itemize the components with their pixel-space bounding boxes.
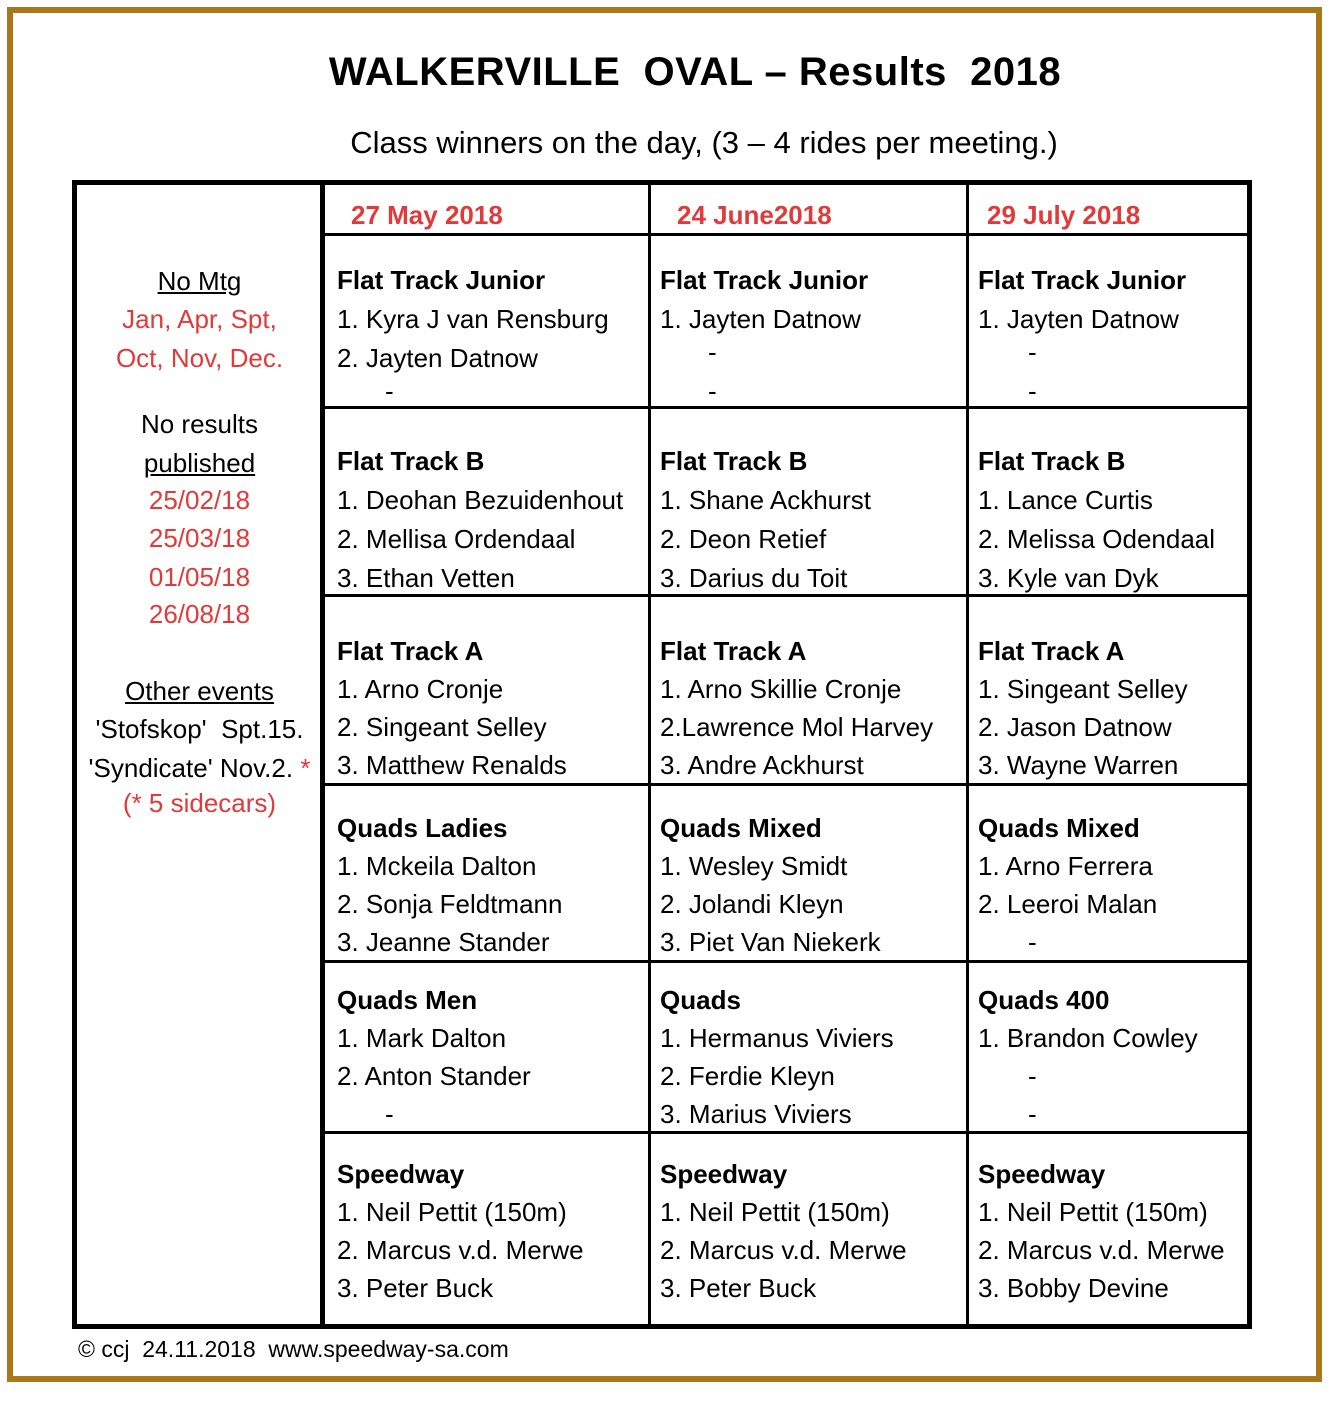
class-name: Quads Mixed	[978, 813, 1140, 843]
placement-result: 2. Jason Datnow	[978, 712, 1172, 742]
class-name: Flat Track Junior	[337, 265, 546, 295]
placement-result: 1. Neil Pettit (150m)	[978, 1197, 1208, 1227]
table-divider	[966, 183, 969, 1327]
no-meeting-label: No Mtg	[157, 266, 242, 296]
class-name: Speedway	[978, 1159, 1106, 1189]
placement-result: 2.Lawrence Mol Harvey	[660, 712, 934, 742]
meeting-date: 29 July 2018	[987, 200, 1141, 230]
class-name: Flat Track B	[660, 446, 808, 476]
placement-result: 1. Singeant Selley	[978, 674, 1188, 704]
placement-result: 1. Deohan Bezuidenhout	[337, 485, 624, 515]
placement-result: 2. Melissa Odendaal	[978, 524, 1216, 554]
placement-result: 2. Mellisa Ordendaal	[337, 524, 576, 554]
meeting-date: 27 May 2018	[351, 200, 503, 230]
row-divider	[325, 233, 1247, 236]
class-name: Speedway	[660, 1159, 788, 1189]
meeting-date: 24 June2018	[677, 200, 832, 230]
placement-result: 1. Neil Pettit (150m)	[660, 1197, 890, 1227]
class-result-cell	[337, 1159, 584, 1311]
other-events-label: Other events	[125, 676, 274, 706]
placement-result: 2. Sonja Feldtmann	[337, 889, 563, 919]
class-name: Flat Track Junior	[660, 265, 869, 295]
class-name: Flat Track A	[978, 636, 1125, 666]
placement-result: 3. Andre Ackhurst	[660, 750, 864, 780]
placement-result: 3. Jeanne Stander	[337, 927, 550, 957]
placement-result: 1. Arno Cronje	[337, 674, 504, 704]
placement-result: 1. Lance Curtis	[978, 485, 1153, 515]
placement-result: 3. Piet Van Niekerk	[660, 927, 881, 957]
class-result-cell	[660, 1159, 907, 1311]
no-meeting-months: Oct, Nov, Dec.	[115, 343, 284, 373]
placement-result: 2. Anton Stander	[337, 1061, 531, 1091]
placement-result: 1. Arno Ferrera	[978, 851, 1153, 881]
placement-result: 2. Leeroi Malan	[978, 889, 1158, 919]
placement-result: 1. Shane Ackhurst	[660, 485, 872, 515]
class-name: Flat Track B	[337, 446, 485, 476]
class-result-cell	[978, 446, 1215, 602]
sidecar-note: (* 5 sidecars)	[122, 788, 277, 818]
placement-result: 2. Marcus v.d. Merwe	[337, 1235, 584, 1265]
class-result-cell	[660, 636, 933, 788]
empty-placement: -	[1028, 376, 1037, 406]
class-result-cell	[660, 985, 894, 1137]
no-results-date: 01/05/18	[148, 562, 251, 592]
placement-result: 1. Wesley Smidt	[660, 851, 848, 881]
class-result-cell	[660, 265, 868, 412]
no-results-label: No results	[140, 409, 259, 439]
placement-result: 2. Deon Retief	[660, 524, 827, 554]
class-name: Speedway	[337, 1159, 465, 1189]
class-name: Quads 400	[978, 985, 1110, 1015]
class-result-cell	[660, 446, 871, 602]
placement-result: 2. Marcus v.d. Merwe	[660, 1235, 907, 1265]
placement-result: 1. Mckeila Dalton	[337, 851, 537, 881]
empty-placement: -	[708, 376, 717, 406]
empty-placement: -	[1028, 1099, 1037, 1129]
footer-credit: © ccj 24.11.2018 www.speedway-sa.com	[78, 1336, 509, 1362]
placement-result: 3. Matthew Renalds	[337, 750, 567, 780]
no-meeting-months: Jan, Apr, Spt,	[122, 304, 277, 334]
class-name: Flat Track A	[660, 636, 807, 666]
class-name: Quads Mixed	[660, 813, 822, 843]
placement-result: 3. Kyle van Dyk	[978, 563, 1159, 593]
placement-result: 1. Jayten Datnow	[660, 304, 861, 334]
placement-result: 1. Neil Pettit (150m)	[337, 1197, 567, 1227]
page-title: WALKERVILLE OVAL – Results 2018	[328, 50, 1062, 94]
class-name: Quads Men	[337, 985, 478, 1015]
empty-placement: -	[385, 376, 394, 406]
class-result-cell	[978, 265, 1186, 412]
placement-result: 1. Mark Dalton	[337, 1023, 507, 1053]
sidecar-marker: *	[300, 753, 311, 783]
class-result-cell	[978, 1159, 1225, 1311]
placement-result: 3. Darius du Toit	[660, 563, 848, 593]
placement-result: 2. Jolandi Kleyn	[660, 889, 844, 919]
no-results-date: 25/03/18	[148, 523, 251, 553]
class-name: Quads Ladies	[337, 813, 508, 843]
placement-result: 3. Ethan Vetten	[337, 563, 515, 593]
class-result-cell	[337, 985, 531, 1137]
empty-placement: -	[708, 337, 717, 367]
class-result-cell	[337, 446, 623, 602]
placement-result: 3. Wayne Warren	[978, 750, 1179, 780]
page-subtitle: Class winners on the day, (3 – 4 rides per meeting.)	[350, 125, 1058, 160]
class-result-cell	[978, 813, 1157, 965]
placement-result: 1. Hermanus Viviers	[660, 1023, 894, 1053]
placement-result: 3. Bobby Devine	[978, 1273, 1169, 1303]
placement-result: 3. Peter Buck	[337, 1273, 494, 1303]
placement-result: 2. Ferdie Kleyn	[660, 1061, 835, 1091]
placement-result: 2. Jayten Datnow	[337, 343, 538, 373]
placement-result: 3. Peter Buck	[660, 1273, 817, 1303]
empty-placement: -	[385, 1099, 394, 1129]
class-result-cell	[337, 813, 562, 965]
other-event	[72, 753, 327, 784]
class-result-cell	[978, 985, 1198, 1137]
class-result-cell	[337, 636, 567, 788]
placement-result: 1. Arno Skillie Cronje	[660, 674, 902, 704]
class-result-cell	[660, 813, 881, 965]
placement-result: 2. Singeant Selley	[337, 712, 547, 742]
placement-result: 2. Marcus v.d. Merwe	[978, 1235, 1225, 1265]
no-results-date: 25/02/18	[148, 485, 251, 515]
class-name: Quads	[660, 985, 741, 1015]
no-results-date: 26/08/18	[148, 599, 251, 629]
placement-result: 1. Kyra J van Rensburg	[337, 304, 609, 334]
empty-placement: -	[1028, 927, 1037, 957]
class-result-cell	[978, 636, 1188, 788]
empty-placement: -	[1028, 1061, 1037, 1091]
class-name: Flat Track A	[337, 636, 484, 666]
class-name: Flat Track Junior	[978, 265, 1187, 295]
table-divider	[648, 183, 651, 1327]
class-name: Flat Track B	[978, 446, 1126, 476]
empty-placement: -	[1028, 337, 1037, 367]
placement-result: 1. Jayten Datnow	[978, 304, 1179, 334]
placement-result: 3. Marius Viviers	[660, 1099, 852, 1129]
other-event: 'Stofskop' Spt.15.	[95, 714, 304, 744]
class-result-cell	[337, 265, 609, 412]
placement-result: 1. Brandon Cowley	[978, 1023, 1198, 1053]
no-results-label: published	[143, 448, 256, 478]
other-event-text: 'Syndicate' Nov.2.	[88, 753, 294, 783]
